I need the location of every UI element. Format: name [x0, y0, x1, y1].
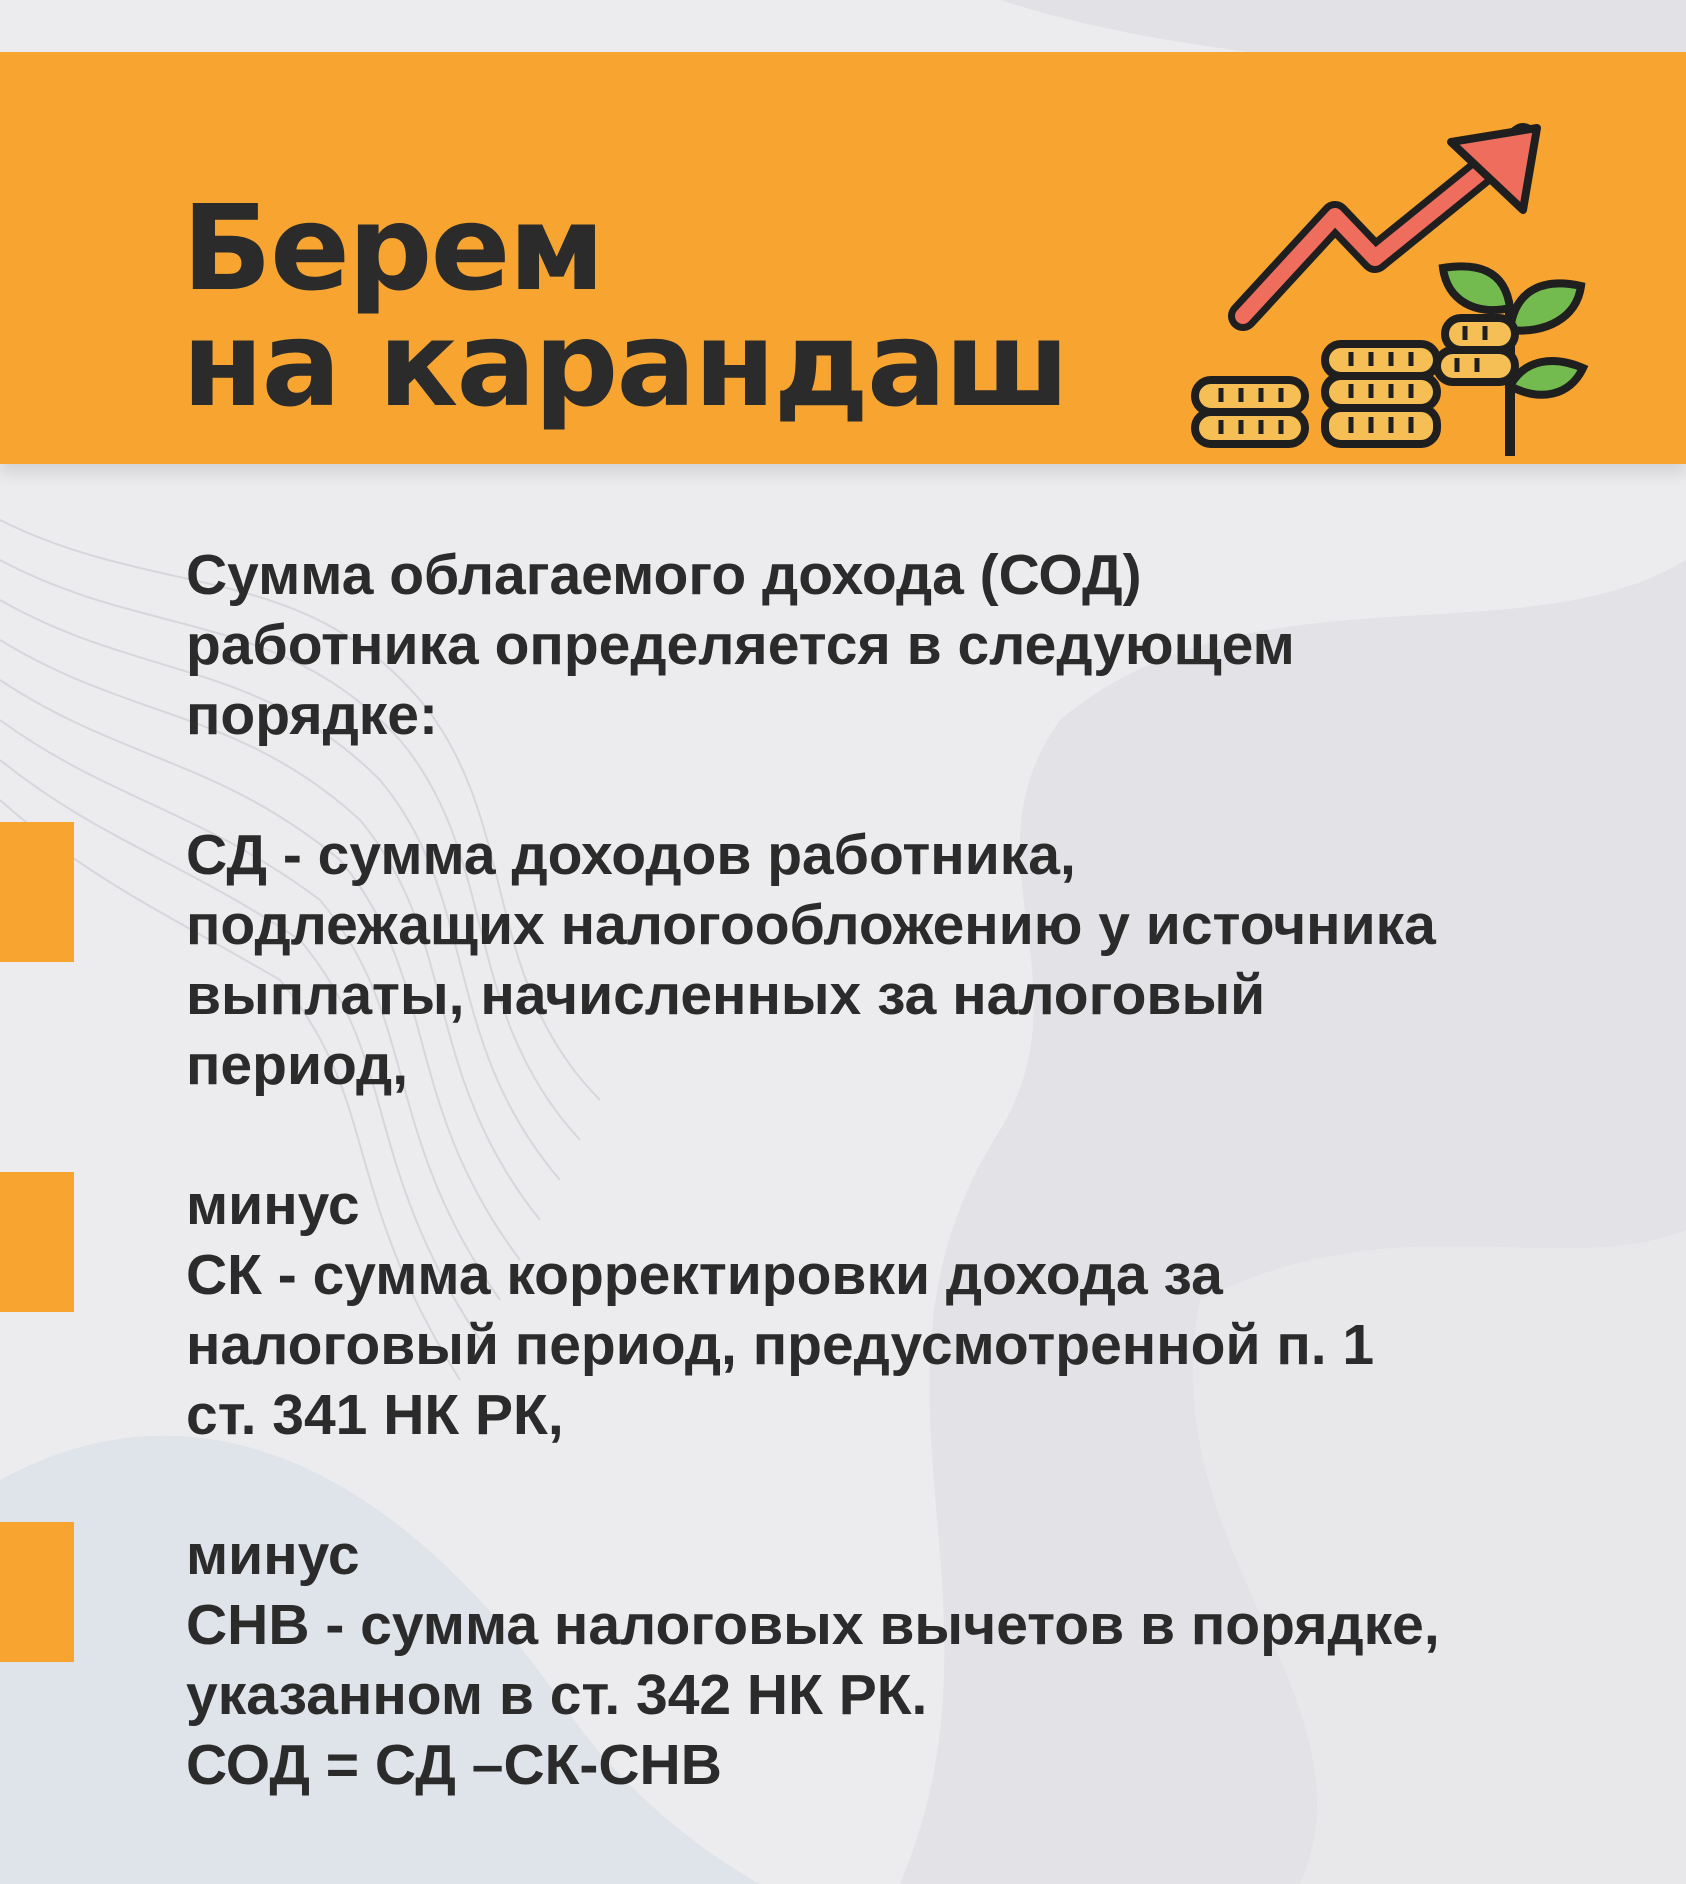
- title-line-1: Берем: [182, 179, 603, 317]
- growth-coins-arrow-sprout-icon: [1185, 118, 1595, 463]
- intro-line-3: порядке:: [186, 683, 438, 747]
- intro-line-2: работника определяется в следующем: [186, 613, 1295, 677]
- spacer: [186, 750, 1626, 820]
- sk-paragraph: [186, 1170, 1626, 1450]
- sd-paragraph: [186, 820, 1626, 1100]
- sk-minus: минус: [186, 1173, 360, 1237]
- page-title: [182, 179, 1068, 433]
- intro-paragraph: [186, 540, 1626, 750]
- snv-line-1: СНВ - сумма налоговых вычетов в порядке,: [186, 1593, 1440, 1657]
- sk-line-2: налоговый период, предусмотренной п. 1: [186, 1313, 1375, 1377]
- intro-line-1: Сумма облагаемого дохода (СОД): [186, 543, 1142, 607]
- formula: СОД = СД –СК-СНВ: [186, 1733, 722, 1797]
- spacer: [186, 1450, 1626, 1520]
- section-marker-snv: [0, 1522, 74, 1662]
- content-body: [186, 540, 1626, 1800]
- sd-line-2: подлежащих налогообложению у источника: [186, 893, 1436, 957]
- sd-line-1: СД - сумма доходов работника,: [186, 823, 1076, 887]
- snv-paragraph: [186, 1520, 1626, 1800]
- title-line-2: на карандаш: [182, 295, 1068, 433]
- section-marker-sd: [0, 822, 74, 962]
- snv-minus: минус: [186, 1523, 360, 1587]
- sk-line-1: СК - сумма корректировки дохода за: [186, 1243, 1223, 1307]
- sk-line-3: ст. 341 НК РК,: [186, 1383, 564, 1447]
- spacer: [186, 1100, 1626, 1170]
- section-marker-sk: [0, 1172, 74, 1312]
- coins-icon: [1195, 318, 1515, 444]
- sd-line-3: выплаты, начисленных за налоговый: [186, 963, 1266, 1027]
- snv-line-2: указанном в ст. 342 НК РК.: [186, 1663, 928, 1727]
- sd-line-4: период,: [186, 1033, 409, 1097]
